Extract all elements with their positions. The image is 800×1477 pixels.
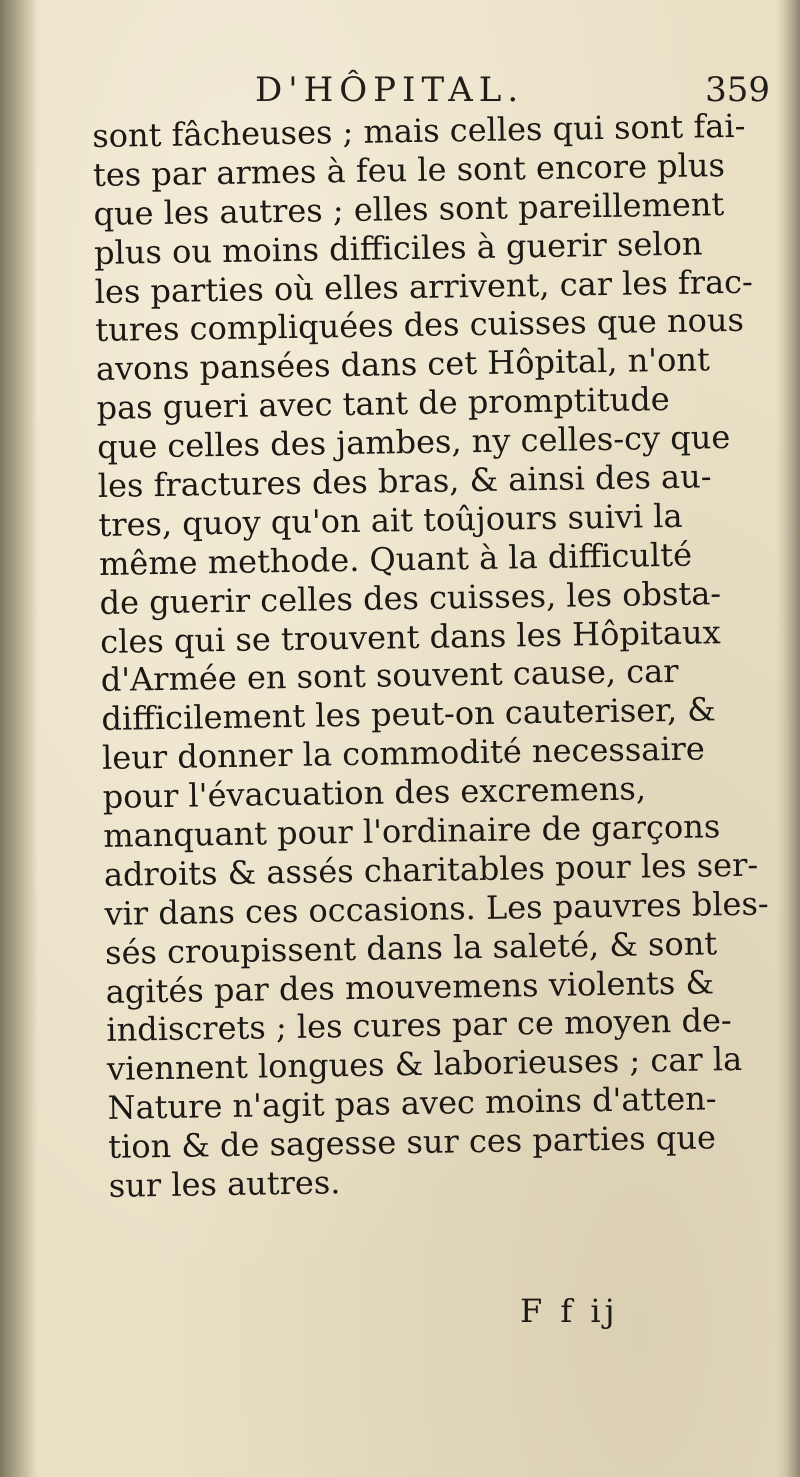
text-line: sés croupissent dans la saleté, & sont	[104, 923, 718, 972]
text-line: tion & de sagesse sur ces parties que	[107, 1118, 717, 1167]
text-line: tres, quoy qu'on ait toûjours suivi la	[98, 496, 683, 544]
text-line: pour l'évacuation des excremens,	[102, 769, 647, 817]
text-line: de guerir celles des cuisses, les obsta-	[99, 573, 722, 622]
text-line: indiscrets ; les cures par ce moyen de-	[106, 1001, 732, 1050]
text-line: d'Armée en sont souvent cause, car	[100, 652, 679, 700]
text-line: les fractures des bras, & ainsi des au-	[97, 457, 712, 505]
text-line: sont fâcheuses ; mais celles qui sont fai-	[92, 106, 746, 155]
text-line: plus ou moins difficiles à guerir selon	[93, 224, 703, 272]
text-line: leur donner la commodité necessaire	[101, 729, 706, 778]
text-line: avons pansées dans cet Hôpital, n'ont	[95, 340, 711, 389]
text-line: adroits & assés charitables pour les ser-	[103, 845, 759, 894]
text-line: Nature n'agit pas avec moins d'atten-	[107, 1079, 717, 1128]
body-text	[92, 106, 779, 1205]
signature-mark: F f ij	[520, 1292, 619, 1330]
text-line: les parties où elles arrivent, car les frac-	[94, 262, 754, 311]
text-line: tes par armes à feu le sont encore plus	[92, 145, 726, 194]
text-line: manquant pour l'ordinaire de garçons	[102, 807, 721, 855]
text-line: agités par des mouvemens violents &	[105, 962, 715, 1011]
running-head-title: D'HÔPITAL.	[255, 70, 525, 110]
page-gutter-shadow	[0, 0, 38, 1477]
text-line: que celles des jambes, ny celles-cy que	[96, 418, 731, 467]
text-line: viennent longues & laborieuses ; car la	[106, 1040, 743, 1089]
page-number: 359	[705, 70, 770, 110]
text-line: tures compliquées des cuisses que nous	[95, 301, 745, 350]
page-edge-shadow	[776, 0, 800, 1477]
text-line: cles qui se trouvent dans les Hôpitaux	[99, 612, 721, 661]
text-line: que les autres ; elles sont pareillement	[93, 184, 725, 233]
text-line: même methode. Quant à la difficulté	[98, 535, 693, 583]
text-line: vir dans ces occasions. Les pauvres bles-	[104, 884, 769, 933]
text-line: pas gueri avec tant de promptitude	[96, 380, 670, 428]
text-line: difficilement les peut-on cauteriser, &	[101, 690, 717, 739]
text-line: sur les autres.	[108, 1163, 341, 1205]
